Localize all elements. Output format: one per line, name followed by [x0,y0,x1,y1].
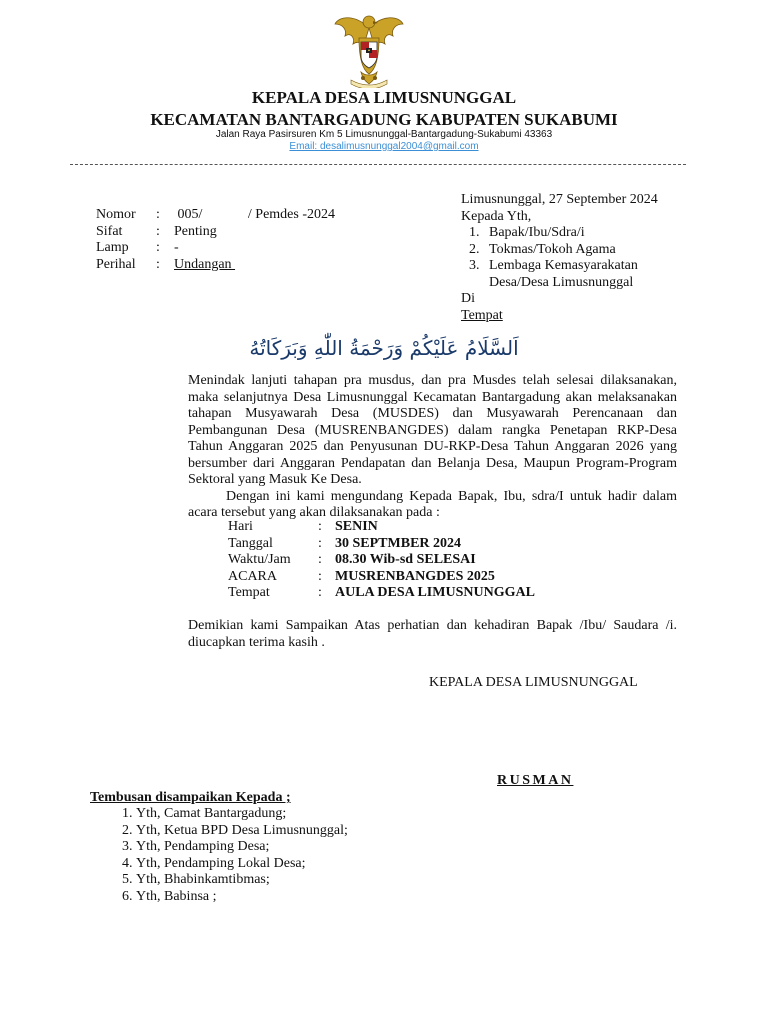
letter-date: Limusnunggal, 27 September 2024 [461,192,658,207]
cc-item: 3. Yth, Pendamping Desa; [136,839,348,856]
closing-paragraph: Demikian kami Sampaikan Atas perhatian dan kehadiran Bapak /Ibu/ Saudara /i. diucapkan terima kasih . [188,618,677,650]
cc-item: 6. Yth, Babinsa ; [136,889,348,906]
schedule-key: Tanggal [228,535,273,551]
signatory-name: RUSMAN [497,773,574,788]
schedule-sep: : [318,585,322,600]
schedule-value: 08.30 Wib-sd SELESAI [335,552,476,567]
schedule-value: AULA DESA LIMUSNUNGGAL [335,585,535,600]
schedule-value: 30 SEPTMBER 2024 [335,535,462,551]
schedule-key: ACARA [228,568,278,584]
meta-sep: : [156,240,160,255]
body-paragraph: Menindak lanjuti tahapan pra musdus, dan pra Musdes telah selesai dilaksanakan, maka selanjutnya Desa Limusnunggal Kecamatan Bantargadung akan melaksanakan tahapan Musyawarah Desa (MUSDES) dan Musyawarah Perencanaan dan Pembangunan Desa (MUSRENBANGDES) dalam rangka Penetapan RKP-Desa Tahun Anggaran 2025 dan Penyusunan DU-RKP-Desa Tahun Anggaran 2026 yang bersumber dari Anggaran Pendapatan dan Belanja Desa, Maupun Program-Program Sektoral yang Masuk Ke Desa. [188,373,677,487]
schedule-row [228,519,535,536]
meta-key: Perihal [96,256,136,272]
schedule-value: SENIN [335,519,378,534]
schedule-key: Tempat [228,585,270,600]
meta-key: Sifat [96,223,123,239]
recipient-item: 1. Bapak/Ibu/Sdra/i [483,225,659,242]
meta-row-perihal [96,257,335,274]
schedule-key: Hari [228,519,253,534]
schedule-value: MUSRENBANGDES 2025 [335,568,495,584]
schedule-row [228,569,535,586]
cc-heading: Tembusan disampaikan Kepada ; [90,790,291,805]
signatory-title: KEPALA DESA LIMUSNUNGGAL [429,675,638,690]
meta-row-lamp [96,240,335,257]
schedule-sep: : [318,568,322,584]
event-schedule [228,519,535,602]
header-title-line2: KECAMATAN BANTARGADUNG KABUPATEN SUKABUMI [150,110,618,129]
meta-value: - [174,240,179,255]
schedule-sep: : [318,535,322,551]
schedule-key: Waktu/Jam [228,552,291,567]
cc-item: 4. Yth, Pendamping Lokal Desa; [136,856,348,873]
schedule-sep: : [318,552,322,567]
letter-meta [96,207,335,273]
meta-key: Nomor [96,207,136,222]
recipient-item: 3. Lembaga Kemasyarakatan Desa/Desa Limusnunggal [483,258,659,291]
recipient-di: Di [461,291,475,306]
body-paragraph: Dengan ini kami mengundang Kepada Bapak, Ibu, sdra/I untuk hadir dalam acara tersebut yang akan dilaksanakan pada : [188,488,677,520]
header-title-line1: KEPALA DESA LIMUSNUNGGAL [251,88,517,107]
cc-item: 2. Yth, Ketua BPD Desa Limusnunggal; [136,823,348,840]
cc-list [90,806,348,905]
meta-value: Undangan [174,256,236,272]
schedule-sep: : [318,519,322,534]
meta-sep: : [156,207,160,222]
meta-value: 005/ / Pemdes -2024 [174,207,335,222]
recipient-block [461,192,659,324]
recipient-tempat: Tempat [461,307,503,323]
meta-sep: : [156,223,160,239]
meta-key: Lamp [96,240,129,255]
header-email-link[interactable]: Email: desalimusnunggal2004@gmail.com [289,141,479,152]
header-divider [70,164,686,165]
recipient-list [461,225,659,291]
meta-sep: : [156,256,160,272]
meta-row-sifat [96,224,335,241]
recipient-item: 2. Tokmas/Tokoh Agama [483,242,659,259]
header-address: Jalan Raya Pasirsuren Km 5 Limusnunggal-Bantargadung-Sukabumi 43363 [215,129,553,140]
meta-row-nomor [96,207,335,224]
cc-item: 5. Yth, Bhabinkamtibmas; [136,872,348,889]
schedule-row [228,585,535,602]
meta-value: Penting [174,223,217,239]
recipient-salutation: Kepada Yth, [461,208,532,224]
arabic-greeting: اَلسَّلَامُ عَلَيْكُمْ وَرَحْمَةُ اللّٰهِ وَبَرَكَاتُهُ [249,336,519,360]
schedule-row [228,552,535,569]
cc-item: 1. Yth, Camat Bantargadung; [136,806,348,823]
letter-body [188,373,677,522]
schedule-row [228,536,535,553]
garuda-emblem [333,10,405,88]
